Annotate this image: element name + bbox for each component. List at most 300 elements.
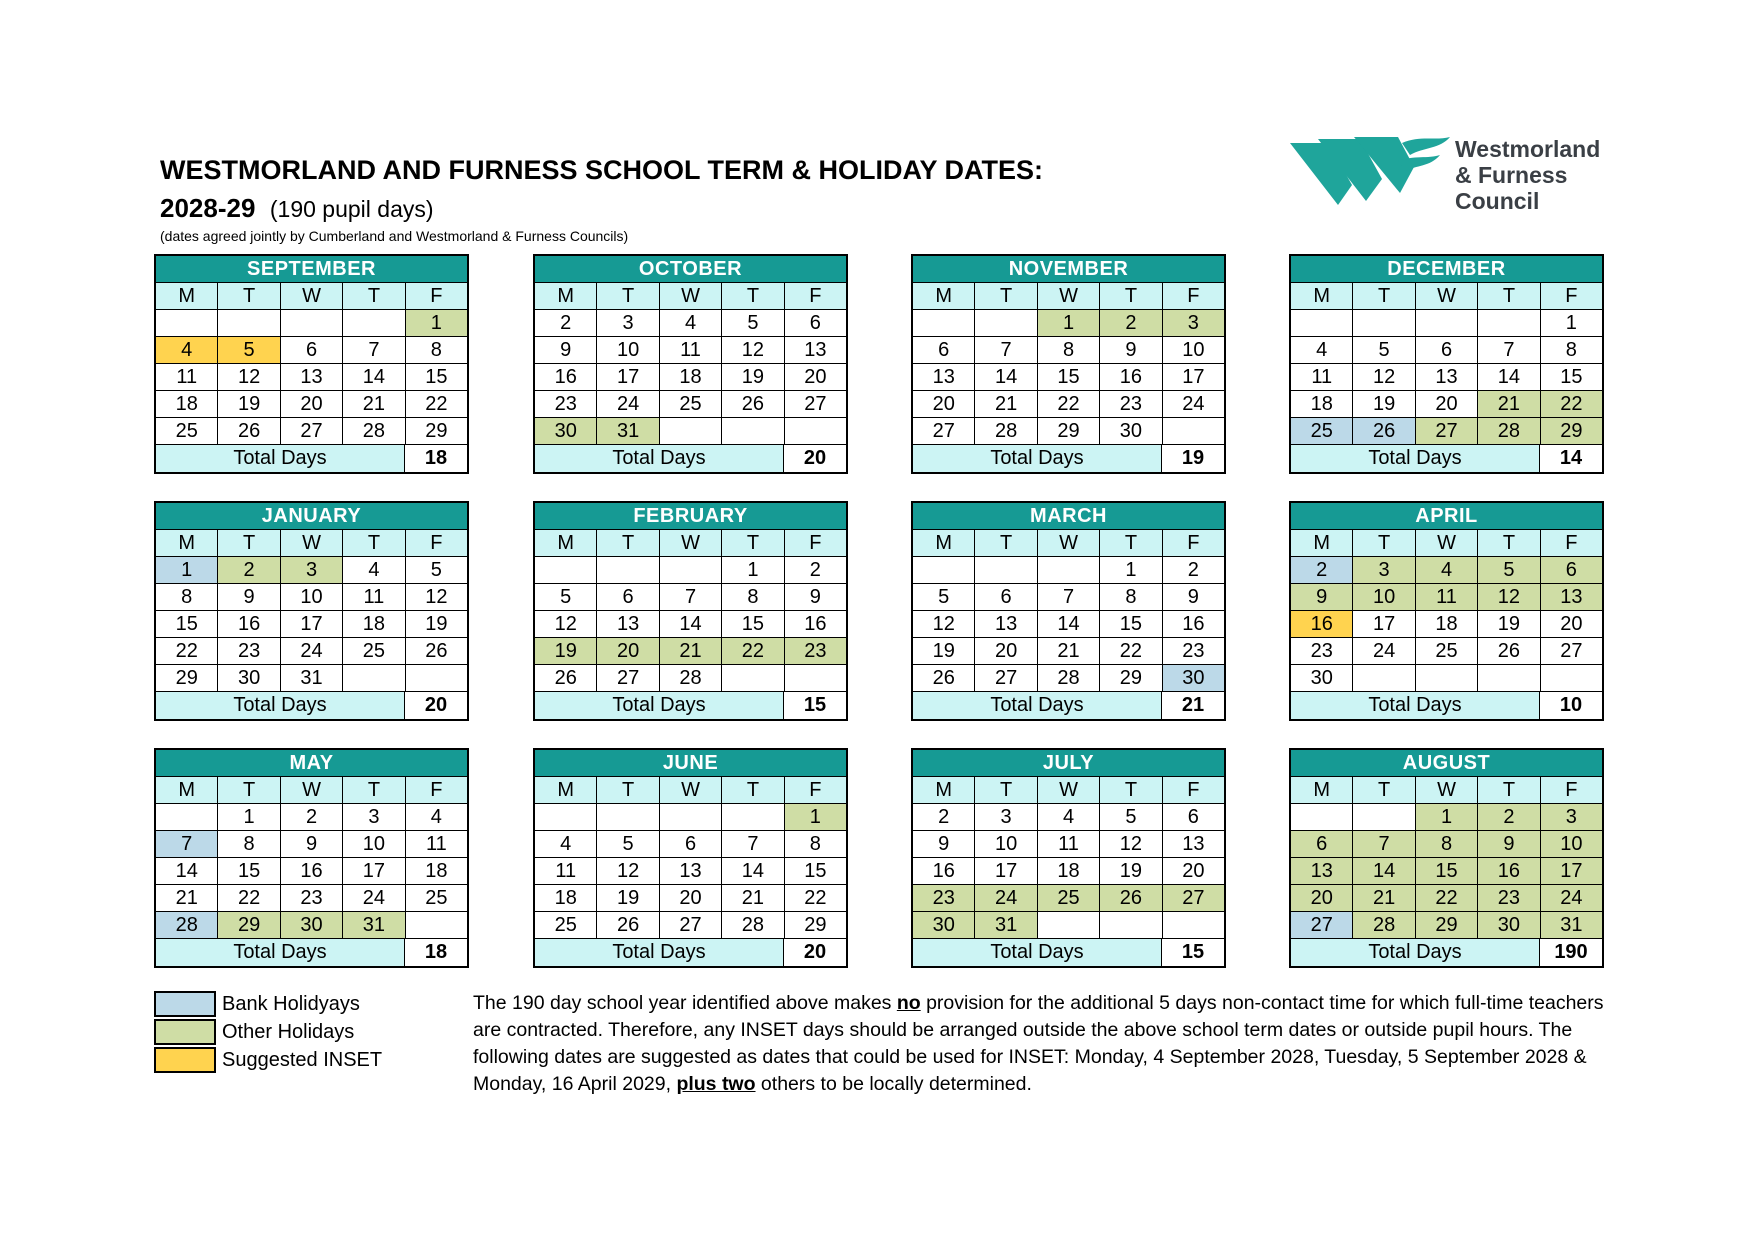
- day-cell: 1: [1038, 309, 1100, 336]
- day-cell: 22: [785, 884, 846, 911]
- weekday-label: F: [1163, 282, 1224, 309]
- day-cell: 8: [406, 336, 467, 363]
- day-cell: 10: [1541, 830, 1602, 857]
- week-row: [156, 637, 467, 664]
- weekday-label: T: [1100, 776, 1162, 803]
- week-row: [535, 336, 846, 363]
- total-row: [913, 938, 1224, 966]
- day-cell: 24: [281, 637, 343, 664]
- week-row: [1291, 911, 1602, 938]
- weekday-label: M: [1291, 282, 1353, 309]
- month-june: [533, 748, 848, 968]
- month-april: [1289, 501, 1604, 721]
- day-cell: [913, 309, 975, 336]
- week-row: [913, 637, 1224, 664]
- weekday-label: T: [1353, 529, 1415, 556]
- month-header: MARCH: [913, 503, 1224, 529]
- day-cell: 16: [218, 610, 280, 637]
- day-cell: 25: [660, 390, 722, 417]
- week-row: [156, 390, 467, 417]
- day-cell: 26: [913, 664, 975, 691]
- legend-label-inset: Suggested INSET: [222, 1048, 383, 1071]
- day-cell: 13: [281, 363, 343, 390]
- day-cell: 15: [1416, 857, 1478, 884]
- weekday-label: F: [1163, 776, 1224, 803]
- day-cell: 23: [1291, 637, 1353, 664]
- day-cell: 26: [218, 417, 280, 444]
- weekday-label: T: [597, 282, 659, 309]
- day-cell: 24: [1163, 390, 1224, 417]
- day-cell: 24: [343, 884, 405, 911]
- day-cell: 9: [218, 583, 280, 610]
- day-cell: 22: [1541, 390, 1602, 417]
- week-row: [1291, 336, 1602, 363]
- day-cell: 23: [218, 637, 280, 664]
- day-cell: 27: [785, 390, 846, 417]
- day-cell: 2: [785, 556, 846, 583]
- total-value: 15: [1162, 939, 1224, 966]
- weekday-label: M: [156, 282, 218, 309]
- day-cell: 22: [1038, 390, 1100, 417]
- day-cell: 19: [913, 637, 975, 664]
- day-cell: 10: [1353, 583, 1415, 610]
- day-cell: [218, 309, 280, 336]
- weekday-row: [1291, 529, 1602, 556]
- weekday-label: T: [975, 282, 1037, 309]
- day-cell: 18: [156, 390, 218, 417]
- day-cell: 13: [660, 857, 722, 884]
- weekday-label: M: [535, 282, 597, 309]
- day-cell: 3: [975, 803, 1037, 830]
- day-cell: [343, 664, 405, 691]
- week-row: [535, 309, 846, 336]
- day-cell: 31: [1541, 911, 1602, 938]
- day-cell: 20: [660, 884, 722, 911]
- month-october: [533, 254, 848, 474]
- day-cell: 29: [785, 911, 846, 938]
- month-header: OCTOBER: [535, 256, 846, 282]
- weekday-label: M: [913, 776, 975, 803]
- weekday-label: T: [1478, 776, 1540, 803]
- day-cell: 2: [1163, 556, 1224, 583]
- day-cell: 19: [406, 610, 467, 637]
- day-cell: 19: [722, 363, 784, 390]
- day-cell: 29: [218, 911, 280, 938]
- week-row: [156, 664, 467, 691]
- month-header: FEBRUARY: [535, 503, 846, 529]
- weekday-label: W: [1038, 282, 1100, 309]
- week-row: [535, 417, 846, 444]
- day-cell: 26: [535, 664, 597, 691]
- day-cell: 21: [1353, 884, 1415, 911]
- day-cell: 16: [1291, 610, 1353, 637]
- day-cell: 2: [1100, 309, 1162, 336]
- week-row: [1291, 309, 1602, 336]
- weekday-row: [535, 282, 846, 309]
- day-cell: 27: [660, 911, 722, 938]
- day-cell: 12: [1478, 583, 1540, 610]
- note-emphasis-plus-two: plus two: [676, 1073, 756, 1095]
- day-cell: 27: [597, 664, 659, 691]
- week-row: [156, 583, 467, 610]
- day-cell: 17: [281, 610, 343, 637]
- total-label: Total Days: [156, 445, 405, 472]
- week-row: [1291, 857, 1602, 884]
- day-cell: 18: [535, 884, 597, 911]
- day-cell: 21: [660, 637, 722, 664]
- week-row: [156, 309, 467, 336]
- week-row: [1291, 637, 1602, 664]
- day-cell: 13: [1163, 830, 1224, 857]
- total-row: [913, 691, 1224, 719]
- day-cell: 7: [1353, 830, 1415, 857]
- day-cell: 21: [975, 390, 1037, 417]
- year-line: [160, 193, 434, 224]
- month-header: JULY: [913, 750, 1224, 776]
- total-label: Total Days: [913, 692, 1162, 719]
- day-cell: 20: [281, 390, 343, 417]
- day-cell: 26: [1100, 884, 1162, 911]
- day-cell: [722, 803, 784, 830]
- day-cell: 3: [1163, 309, 1224, 336]
- weekday-label: T: [218, 282, 280, 309]
- day-cell: [597, 556, 659, 583]
- day-cell: 5: [218, 336, 280, 363]
- day-cell: 15: [406, 363, 467, 390]
- day-cell: 21: [343, 390, 405, 417]
- day-cell: 21: [1478, 390, 1540, 417]
- day-cell: 26: [406, 637, 467, 664]
- day-cell: 25: [156, 417, 218, 444]
- day-cell: [785, 664, 846, 691]
- weekday-label: F: [785, 282, 846, 309]
- week-row: [1291, 556, 1602, 583]
- day-cell: 13: [785, 336, 846, 363]
- note-emphasis-no: no: [896, 992, 921, 1014]
- day-cell: 3: [281, 556, 343, 583]
- day-cell: 20: [1416, 390, 1478, 417]
- day-cell: [1038, 911, 1100, 938]
- total-value: 14: [1540, 445, 1602, 472]
- legend-swatch-inset: [154, 1047, 216, 1073]
- day-cell: 8: [156, 583, 218, 610]
- week-row: [1291, 884, 1602, 911]
- week-row: [156, 417, 467, 444]
- week-row: [535, 390, 846, 417]
- day-cell: 21: [156, 884, 218, 911]
- day-cell: 29: [1038, 417, 1100, 444]
- total-label: Total Days: [913, 939, 1162, 966]
- day-cell: 19: [1478, 610, 1540, 637]
- total-label: Total Days: [535, 445, 784, 472]
- day-cell: 12: [597, 857, 659, 884]
- day-cell: 14: [343, 363, 405, 390]
- day-cell: 26: [722, 390, 784, 417]
- note-part-1: The 190 day school year identified above makes: [473, 992, 897, 1014]
- weekday-label: M: [156, 529, 218, 556]
- day-cell: 7: [975, 336, 1037, 363]
- day-cell: 20: [1163, 857, 1224, 884]
- day-cell: 7: [156, 830, 218, 857]
- weekday-label: W: [281, 529, 343, 556]
- day-cell: 4: [660, 309, 722, 336]
- day-cell: 12: [722, 336, 784, 363]
- agreement-note: (dates agreed jointly by Cumberland and Westmorland & Furness Councils): [160, 228, 629, 244]
- day-cell: 20: [1541, 610, 1602, 637]
- day-cell: [1163, 911, 1224, 938]
- day-cell: 31: [281, 664, 343, 691]
- day-cell: 11: [535, 857, 597, 884]
- weekday-row: [1291, 282, 1602, 309]
- day-cell: 10: [281, 583, 343, 610]
- legend-item-other: [154, 1018, 382, 1046]
- week-row: [913, 803, 1224, 830]
- day-cell: 9: [535, 336, 597, 363]
- day-cell: 18: [406, 857, 467, 884]
- day-cell: [660, 417, 722, 444]
- weekday-label: T: [597, 529, 659, 556]
- weekday-label: T: [343, 776, 405, 803]
- week-row: [913, 556, 1224, 583]
- day-cell: 27: [975, 664, 1037, 691]
- day-cell: 29: [406, 417, 467, 444]
- day-cell: 25: [535, 911, 597, 938]
- council-name-line3: Council: [1455, 188, 1540, 214]
- day-cell: [1291, 803, 1353, 830]
- total-row: [535, 691, 846, 719]
- day-cell: 20: [785, 363, 846, 390]
- day-cell: 2: [1291, 556, 1353, 583]
- total-value: 18: [405, 939, 467, 966]
- day-cell: 1: [406, 309, 467, 336]
- day-cell: 17: [1541, 857, 1602, 884]
- total-label: Total Days: [913, 445, 1162, 472]
- inset-note: [473, 990, 1613, 1098]
- weekday-label: F: [1541, 776, 1602, 803]
- weekday-label: T: [1100, 282, 1162, 309]
- day-cell: 31: [597, 417, 659, 444]
- day-cell: 1: [1100, 556, 1162, 583]
- day-cell: 2: [1478, 803, 1540, 830]
- day-cell: 5: [406, 556, 467, 583]
- day-cell: 15: [1541, 363, 1602, 390]
- day-cell: [660, 803, 722, 830]
- day-cell: 7: [660, 583, 722, 610]
- legend-item-bank: [154, 990, 382, 1018]
- day-cell: 15: [785, 857, 846, 884]
- day-cell: 25: [1291, 417, 1353, 444]
- weekday-label: W: [1416, 776, 1478, 803]
- week-row: [1291, 664, 1602, 691]
- day-cell: [406, 911, 467, 938]
- day-cell: [281, 309, 343, 336]
- day-cell: [1478, 664, 1540, 691]
- day-cell: 13: [975, 610, 1037, 637]
- day-cell: 29: [156, 664, 218, 691]
- day-cell: 14: [1038, 610, 1100, 637]
- day-cell: 28: [1038, 664, 1100, 691]
- day-cell: 1: [218, 803, 280, 830]
- month-august: [1289, 748, 1604, 968]
- weekday-label: M: [913, 282, 975, 309]
- day-cell: 8: [785, 830, 846, 857]
- weekday-label: T: [1478, 529, 1540, 556]
- day-cell: 17: [1353, 610, 1415, 637]
- total-label: Total Days: [156, 939, 405, 966]
- total-row: [1291, 691, 1602, 719]
- day-cell: 24: [1353, 637, 1415, 664]
- weekday-label: T: [343, 529, 405, 556]
- day-cell: 11: [1038, 830, 1100, 857]
- day-cell: 15: [1038, 363, 1100, 390]
- day-cell: 30: [218, 664, 280, 691]
- week-row: [535, 803, 846, 830]
- week-row: [913, 884, 1224, 911]
- total-label: Total Days: [1291, 939, 1540, 966]
- week-row: [913, 417, 1224, 444]
- day-cell: [975, 556, 1037, 583]
- day-cell: 24: [975, 884, 1037, 911]
- week-row: [156, 830, 467, 857]
- day-cell: 22: [1416, 884, 1478, 911]
- day-cell: 6: [281, 336, 343, 363]
- week-row: [1291, 610, 1602, 637]
- day-cell: 25: [406, 884, 467, 911]
- month-header: DECEMBER: [1291, 256, 1602, 282]
- day-cell: 14: [156, 857, 218, 884]
- day-cell: 6: [1163, 803, 1224, 830]
- legend: [154, 990, 382, 1074]
- day-cell: 9: [1291, 583, 1353, 610]
- day-cell: 19: [1100, 857, 1162, 884]
- day-cell: 22: [218, 884, 280, 911]
- day-cell: 1: [1416, 803, 1478, 830]
- day-cell: 9: [281, 830, 343, 857]
- total-value: 18: [405, 445, 467, 472]
- day-cell: 28: [343, 417, 405, 444]
- day-cell: 23: [281, 884, 343, 911]
- day-cell: [975, 309, 1037, 336]
- week-row: [913, 583, 1224, 610]
- week-row: [535, 884, 846, 911]
- day-cell: 6: [1291, 830, 1353, 857]
- day-cell: 5: [535, 583, 597, 610]
- day-cell: [785, 417, 846, 444]
- weekday-label: T: [975, 529, 1037, 556]
- week-row: [1291, 803, 1602, 830]
- day-cell: [1353, 803, 1415, 830]
- day-cell: 25: [1038, 884, 1100, 911]
- day-cell: 24: [1541, 884, 1602, 911]
- total-value: 20: [784, 445, 846, 472]
- day-cell: 11: [343, 583, 405, 610]
- council-name: [1455, 136, 1600, 214]
- weekday-label: T: [1353, 776, 1415, 803]
- total-row: [156, 691, 467, 719]
- day-cell: 6: [597, 583, 659, 610]
- day-cell: 8: [1541, 336, 1602, 363]
- day-cell: [1163, 417, 1224, 444]
- day-cell: 8: [722, 583, 784, 610]
- week-row: [1291, 390, 1602, 417]
- day-cell: 4: [1038, 803, 1100, 830]
- day-cell: 4: [535, 830, 597, 857]
- weekday-label: F: [1541, 529, 1602, 556]
- day-cell: 6: [913, 336, 975, 363]
- day-cell: 12: [913, 610, 975, 637]
- week-row: [913, 336, 1224, 363]
- council-name-line2: & Furness: [1455, 162, 1568, 188]
- day-cell: 26: [1478, 637, 1540, 664]
- week-row: [156, 610, 467, 637]
- day-cell: 31: [975, 911, 1037, 938]
- weekday-label: W: [1416, 282, 1478, 309]
- day-cell: 16: [1163, 610, 1224, 637]
- week-row: [156, 911, 467, 938]
- day-cell: 5: [1100, 803, 1162, 830]
- day-cell: 3: [1541, 803, 1602, 830]
- note-part-3: others to be locally determined.: [755, 1073, 1032, 1095]
- day-cell: 9: [913, 830, 975, 857]
- total-value: 15: [784, 692, 846, 719]
- day-cell: 16: [535, 363, 597, 390]
- day-cell: 27: [1541, 637, 1602, 664]
- total-row: [535, 444, 846, 472]
- total-value: 190: [1540, 939, 1602, 966]
- day-cell: 22: [406, 390, 467, 417]
- day-cell: 11: [406, 830, 467, 857]
- week-row: [535, 610, 846, 637]
- day-cell: 4: [156, 336, 218, 363]
- weekday-label: M: [913, 529, 975, 556]
- day-cell: 2: [913, 803, 975, 830]
- day-cell: [1353, 664, 1415, 691]
- week-row: [156, 556, 467, 583]
- month-header: SEPTEMBER: [156, 256, 467, 282]
- week-row: [535, 363, 846, 390]
- day-cell: 9: [785, 583, 846, 610]
- day-cell: 23: [913, 884, 975, 911]
- week-row: [156, 363, 467, 390]
- total-label: Total Days: [535, 692, 784, 719]
- month-february: [533, 501, 848, 721]
- month-july: [911, 748, 1226, 968]
- week-row: [156, 857, 467, 884]
- week-row: [535, 911, 846, 938]
- weekday-label: T: [218, 776, 280, 803]
- week-row: [913, 610, 1224, 637]
- weekday-label: M: [1291, 776, 1353, 803]
- week-row: [1291, 417, 1602, 444]
- day-cell: 14: [1478, 363, 1540, 390]
- day-cell: 5: [1478, 556, 1540, 583]
- day-cell: 9: [1163, 583, 1224, 610]
- total-value: 20: [405, 692, 467, 719]
- day-cell: 3: [597, 309, 659, 336]
- day-cell: 13: [1291, 857, 1353, 884]
- day-cell: 22: [1100, 637, 1162, 664]
- day-cell: 27: [913, 417, 975, 444]
- day-cell: 16: [1100, 363, 1162, 390]
- day-cell: 1: [785, 803, 846, 830]
- day-cell: 24: [597, 390, 659, 417]
- day-cell: 13: [1416, 363, 1478, 390]
- day-cell: 30: [1291, 664, 1353, 691]
- week-row: [1291, 363, 1602, 390]
- day-cell: 16: [1478, 857, 1540, 884]
- weekday-label: W: [281, 776, 343, 803]
- weekday-label: M: [535, 776, 597, 803]
